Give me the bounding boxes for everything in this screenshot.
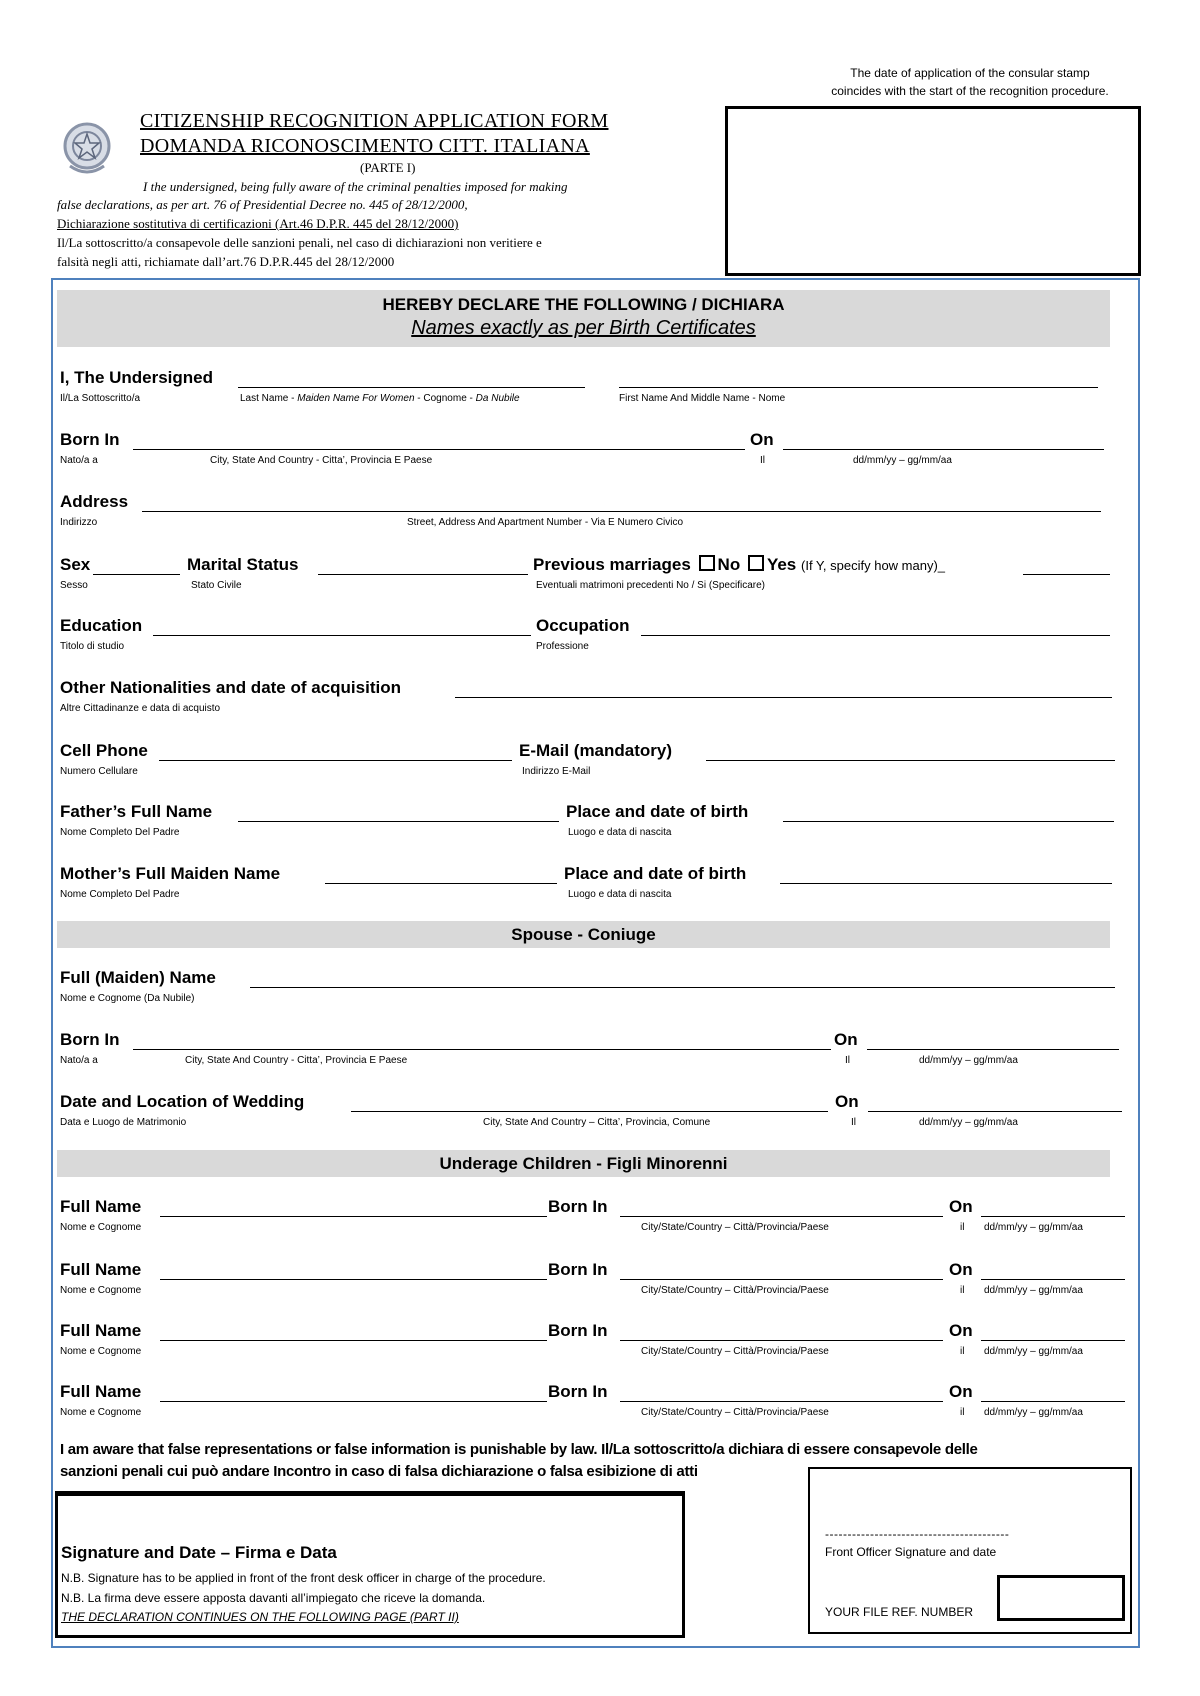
field-label: Marital Status: [187, 555, 299, 574]
declaration-it-title: Dichiarazione sostitutiva di certificazioni (Art.46 D.P.R. 445 del 28/12/2000): [57, 216, 459, 231]
field-sublabel: City, State And Country – Citta’, Provincia, Comune: [483, 1117, 711, 1128]
spouse-name-input[interactable]: [250, 987, 1115, 988]
field-sublabel: Nome Completo Del Padre: [60, 827, 180, 838]
field-sublabel: Eventuali matrimoni precedenti No / Si (Specificare): [536, 580, 765, 591]
part-label: (PARTE I): [360, 160, 416, 175]
first-name-input[interactable]: [619, 387, 1098, 388]
field-label: E-Mail (mandatory): [519, 741, 673, 760]
field-mother: [0, 864, 1200, 904]
field-sublabel: Il: [845, 1055, 850, 1066]
stamp-note: [800, 64, 1140, 100]
field-label: Sex: [60, 555, 91, 574]
field-label: Address: [60, 492, 129, 511]
field-label: On: [949, 1382, 973, 1401]
stamp-note-line: coincides with the start of the recognition procedure.: [831, 84, 1109, 98]
signature-title: Signature and Date – Firma e Data: [61, 1543, 337, 1562]
field-sublabel: [240, 393, 520, 404]
field-sublabel: il: [960, 1346, 965, 1357]
field-sublabel: Titolo di studio: [60, 641, 125, 652]
form-title-en: CITIZENSHIP RECOGNITION APPLICATION FORM: [140, 110, 609, 132]
field-born: [0, 430, 1200, 470]
wedding-date-input[interactable]: [868, 1111, 1122, 1112]
field-sublabel: dd/mm/yy – gg/mm/aa: [919, 1055, 1018, 1066]
field-label: Born In: [548, 1197, 608, 1216]
field-sublabel: Il: [760, 455, 765, 466]
field-spouse-born: [0, 1030, 1200, 1070]
field-label: Education: [60, 616, 143, 635]
sublabel-part: Da Nubile: [475, 393, 520, 404]
field-label: Full Name: [60, 1321, 142, 1340]
child-birthplace-input[interactable]: [620, 1279, 943, 1280]
field-sublabel: Street, Address And Apartment Number - Via E Numero Civico: [407, 517, 684, 528]
field-sublabel: Data e Luogo de Matrimonio: [60, 1117, 187, 1128]
child-birthplace-input[interactable]: [620, 1340, 943, 1341]
field-label: On: [949, 1197, 973, 1216]
yes-checkbox[interactable]: [748, 555, 764, 571]
field-sublabel: dd/mm/yy – gg/mm/aa: [984, 1407, 1083, 1418]
child-name-input[interactable]: [160, 1216, 547, 1217]
field-label: Father’s Full Name: [60, 802, 213, 821]
field-label: Born In: [60, 430, 120, 449]
field-sublabel: Nome e Cognome: [60, 1222, 142, 1233]
file-ref-label: YOUR FILE REF. NUMBER: [825, 1605, 974, 1619]
field-label: Born In: [548, 1321, 608, 1340]
mother-name-input[interactable]: [325, 883, 557, 884]
no-checkbox[interactable]: [699, 555, 715, 571]
section-header-children: Underage Children - Figli Minorenni: [57, 1150, 1110, 1177]
last-name-input[interactable]: [238, 387, 585, 388]
field-sublabel: dd/mm/yy – gg/mm/aa: [853, 455, 952, 466]
sublabel-part: - Cognome -: [414, 393, 476, 404]
marital-status-input[interactable]: [318, 574, 528, 575]
birthplace-input[interactable]: [133, 449, 745, 450]
continues-note: THE DECLARATION CONTINUES ON THE FOLLOWING PAGE (PART II): [61, 1610, 459, 1624]
field-sublabel: il: [960, 1285, 965, 1296]
field-wedding: [0, 1092, 1200, 1132]
child-birthplace-input[interactable]: [620, 1401, 943, 1402]
father-name-input[interactable]: [238, 821, 559, 822]
italian-emblem-logo: [60, 118, 115, 180]
education-input[interactable]: [153, 635, 531, 636]
field-sublabel: dd/mm/yy – gg/mm/aa: [984, 1346, 1083, 1357]
field-sex-marital: [0, 555, 1200, 595]
child-name-input[interactable]: [160, 1340, 547, 1341]
field-label: Other Nationalities and date of acquisition: [60, 678, 401, 697]
child-birthdate-input[interactable]: [981, 1340, 1125, 1341]
field-sublabel: dd/mm/yy – gg/mm/aa: [919, 1117, 1018, 1128]
field-sublabel: Luogo e data di nascita: [568, 889, 672, 900]
declaration-en: false declarations, as per art. 76 of Presidential Decree no. 445 of 28/12/2000,: [57, 197, 468, 212]
field-sublabel: Il: [851, 1117, 856, 1128]
field-sublabel: Nome e Cognome (Da Nubile): [60, 993, 195, 1004]
field-sublabel: dd/mm/yy – gg/mm/aa: [984, 1285, 1083, 1296]
field-sublabel: Nome e Cognome: [60, 1285, 142, 1296]
mother-birth-input[interactable]: [780, 883, 1112, 884]
field-label: On: [835, 1092, 859, 1111]
field-sublabel: Nato/a a: [60, 1055, 98, 1066]
section-title: HEREBY DECLARE THE FOLLOWING / DICHIARA: [382, 295, 785, 314]
field-label: On: [834, 1030, 858, 1049]
address-input[interactable]: [142, 511, 1101, 512]
field-sublabel: City/State/Country – Città/Provincia/Paese: [641, 1222, 829, 1233]
field-label: On: [750, 430, 774, 449]
field-sublabel: Indirizzo E-Mail: [522, 766, 591, 777]
stamp-note-line: The date of application of the consular stamp: [850, 66, 1090, 80]
declaration-en: I the undersigned, being fully aware of the criminal penalties imposed for making: [143, 179, 568, 194]
field-sublabel: Professione: [536, 641, 589, 652]
field-label: Born In: [548, 1382, 608, 1401]
field-label: Previous marriages: [533, 555, 691, 574]
child-row: [0, 1260, 1200, 1300]
field-label: On: [949, 1260, 973, 1279]
field-sublabel: Nome e Cognome: [60, 1407, 142, 1418]
field-sublabel: Nome Completo Del Padre: [60, 889, 180, 900]
field-label: Mother’s Full Maiden Name: [60, 864, 281, 883]
birthdate-input[interactable]: [783, 449, 1104, 450]
field-sublabel: Numero Cellulare: [60, 766, 138, 777]
field-sublabel: City/State/Country – Città/Provincia/Paese: [641, 1285, 829, 1296]
field-label: Cell Phone: [60, 741, 148, 760]
field-label: Date and Location of Wedding: [60, 1092, 305, 1111]
field-spouse-name: [0, 968, 1200, 1008]
field-label: Full Name: [60, 1260, 142, 1279]
child-row: [0, 1321, 1200, 1361]
field-label: I, The Undersigned: [60, 368, 214, 387]
field-sublabel: dd/mm/yy – gg/mm/aa: [984, 1222, 1083, 1233]
child-birthdate-input[interactable]: [981, 1401, 1125, 1402]
awareness-statement: I am aware that false representations or false information is punishable by law. Il/La sottoscritto/a dichiara di essere consapevole delle: [60, 1441, 978, 1458]
field-sublabel: Luogo e data di nascita: [568, 827, 672, 838]
field-sublabel: Nato/a a: [60, 455, 98, 466]
child-row: [0, 1197, 1200, 1237]
nationalities-input[interactable]: [455, 697, 1112, 698]
field-label: Place and date of birth: [566, 802, 749, 821]
field-label: Full Name: [60, 1382, 142, 1401]
field-sublabel: Nome e Cognome: [60, 1346, 142, 1357]
form-title-it: DOMANDA RICONOSCIMENTO CITT. ITALIANA: [140, 135, 590, 157]
field-sublabel: il: [960, 1407, 965, 1418]
file-ref-number-box[interactable]: [997, 1575, 1125, 1621]
field-label: Occupation: [536, 616, 630, 635]
child-row: [0, 1382, 1200, 1422]
declaration-it: Il/La sottoscritto/a consapevole delle sanzioni penali, nel caso di dichiarazioni non veritiere e: [57, 235, 542, 250]
email-input[interactable]: [706, 760, 1115, 761]
officer-signature-label: Front Officer Signature and date: [825, 1545, 997, 1559]
signature-note-en: N.B. Signature has to be applied in front of the front desk officer in charge of the procedure.: [61, 1571, 546, 1585]
field-sublabel: City, State And Country - Citta’, Provincia E Paese: [185, 1055, 408, 1066]
no-label: No: [717, 555, 741, 574]
field-label: Full Name: [60, 1197, 142, 1216]
child-name-input[interactable]: [160, 1401, 547, 1402]
field-sublabel: Altre Cittadinanze e data di acquisto: [60, 703, 221, 714]
yes-label: Yes: [766, 555, 797, 574]
field-contacts: [0, 741, 1200, 781]
child-birthdate-input[interactable]: [981, 1216, 1125, 1217]
field-label: On: [949, 1321, 973, 1340]
field-label: Place and date of birth: [564, 864, 747, 883]
wedding-location-input[interactable]: [351, 1111, 828, 1112]
section-header-main: [57, 290, 1110, 347]
field-education-occupation: [0, 616, 1200, 656]
field-sublabel: City/State/Country – Città/Provincia/Paese: [641, 1346, 829, 1357]
officer-signature-line: -----------------------------------------: [825, 1527, 1010, 1541]
field-sublabel: City/State/Country – Città/Provincia/Paese: [641, 1407, 829, 1418]
declaration-it: falsità negli atti, richiamate dall’art.76 D.P.R.445 del 28/12/2000: [57, 254, 395, 269]
father-birth-input[interactable]: [783, 821, 1114, 822]
field-sublabel: Il/La Sottoscritto/a: [60, 393, 141, 404]
awareness-statement: sanzioni penali cui può andare Incontro in caso di falsa dichiarazione o falsa esibizione di atti: [60, 1463, 698, 1480]
field-sublabel: Stato Civile: [191, 580, 242, 591]
field-sublabel: City, State And Country - Citta’, Provincia E Paese: [210, 455, 433, 466]
cell-phone-input[interactable]: [159, 760, 512, 761]
spouse-birthplace-input[interactable]: [133, 1049, 831, 1050]
field-sublabel: Indirizzo: [60, 517, 98, 528]
previous-marriages-count-input[interactable]: [1023, 574, 1110, 575]
sublabel-part: Maiden Name For Women: [297, 393, 415, 404]
hint-text: (If Y, specify how many)_: [801, 558, 946, 573]
sublabel-part: Last Name -: [240, 393, 298, 404]
child-birthdate-input[interactable]: [981, 1279, 1125, 1280]
field-label: Full (Maiden) Name: [60, 968, 216, 987]
section-header-spouse: Spouse - Coniuge: [57, 921, 1110, 948]
field-undersigned: [0, 368, 1200, 408]
signature-box[interactable]: [55, 1491, 685, 1638]
field-label: Born In: [548, 1260, 608, 1279]
section-subtitle: Names exactly as per Birth Certificates: [411, 317, 756, 339]
field-sublabel: il: [960, 1222, 965, 1233]
field-sublabel: First Name And Middle Name - Nome: [619, 393, 786, 404]
occupation-input[interactable]: [641, 635, 1110, 636]
field-nationalities: [0, 678, 1200, 718]
field-sublabel: Sesso: [60, 580, 88, 591]
child-name-input[interactable]: [160, 1279, 547, 1280]
signature-note-it: N.B. La firma deve essere apposta davanti all’impiegato che riceve la domanda.: [61, 1591, 486, 1605]
child-birthplace-input[interactable]: [620, 1216, 943, 1217]
sex-input[interactable]: [93, 574, 180, 575]
field-address: [0, 492, 1200, 532]
spouse-birthdate-input[interactable]: [867, 1049, 1119, 1050]
field-father: [0, 802, 1200, 842]
field-label: Born In: [60, 1030, 120, 1049]
consular-stamp-box: [725, 106, 1141, 276]
